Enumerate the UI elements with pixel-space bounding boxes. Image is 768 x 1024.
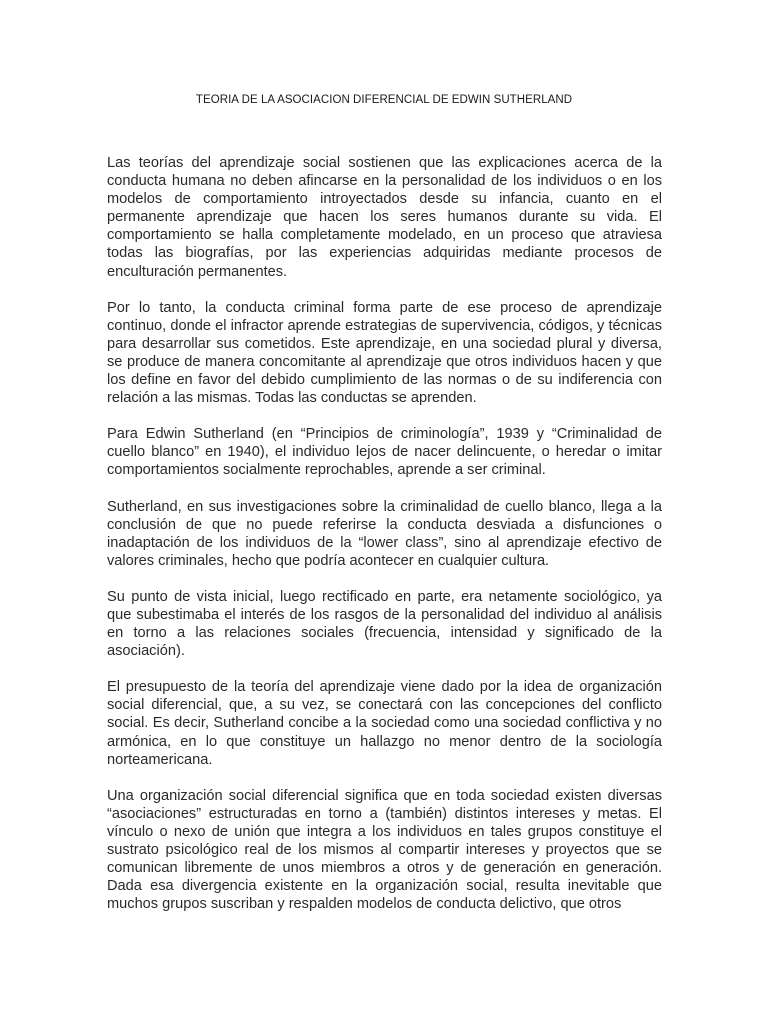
paragraph-7: Una organización social diferencial significa que en toda sociedad existen diversas “asociaciones” estructuradas en torno a (también) distintos intereses y metas. El vínculo o nexo de unión que integra a los individuos en tales grupos constituye el sustrato psicológico real de los mismos al compartir intereses y proyectos que se comunican libremente de unos miembros a otros y de generación en generación. Dada esa divergencia existente en la organización social, resulta inevitable que muchos grupos suscriban y respalden modelos de conducta delictivo, que otros <box>107 787 662 913</box>
paragraph-4: Sutherland, en sus investigaciones sobre la criminalidad de cuello blanco, llega a la conclusión de que no puede referirse la conducta desviada a disfunciones o inadaptación de los individuos de la “lower class”, sino al aprendizaje efectivo de valores criminales, hecho que podría acontecer en cualquier cultura. <box>107 498 662 569</box>
paragraph-2: Por lo tanto, la conducta criminal forma parte de ese proceso de aprendizaje continuo, donde el infractor aprende estrategias de supervivencia, códigos, y técnicas para desarrollar sus cometidos. Este aprendizaje, en una sociedad plural y diversa, se produce de manera concomitante al aprendizaje que otros individuos hacen y que los define en favor del debido cumplimiento de las normas o de su indiferencia con relación a las mismas. Todas las conductas se aprenden. <box>107 299 662 407</box>
paragraph-5: Su punto de vista inicial, luego rectificado en parte, era netamente sociológico, ya que subestimaba el interés de los rasgos de la personalidad del individuo al análisis en torno a las relaciones sociales (frecuencia, intensidad y significado de la asociación). <box>107 588 662 660</box>
paragraph-6: El presupuesto de la teoría del aprendizaje viene dado por la idea de organización social diferencial, que, a su vez, se conectará con las concepciones del conflicto social. Es decir, Sutherland concibe a la sociedad como una sociedad conflictiva y no armónica, en lo que constituye un hallazgo no menor dentro de la sociología norteamericana. <box>107 679 662 768</box>
paragraph-3: Para Edwin Sutherland (en “Principios de criminología”, 1939 y “Criminalidad de cuello blanco” en 1940), el individuo lejos de nacer delincuente, o heredar o imitar comportamientos socialmente reprochables, aprende a ser criminal. <box>107 426 662 479</box>
document-title: TEORIA DE LA ASOCIACION DIFERENCIAL DE EDWIN SUTHERLAND <box>195 94 573 106</box>
document-body <box>107 154 662 931</box>
paragraph-1: Las teorías del aprendizaje social sostienen que las explicaciones acerca de la conducta humana no deben afincarse en la personalidad de los individuos o en los modelos de comportamiento introyectados desde su infancia, cuanto en el permanente aprendizaje que hacen los seres humanos durante su vida. El comportamiento se halla completamente modelado, en un proceso que atraviesa todas las biografías, por las experiencias adquiridas mediante procesos de enculturación permanentes. <box>107 155 662 280</box>
